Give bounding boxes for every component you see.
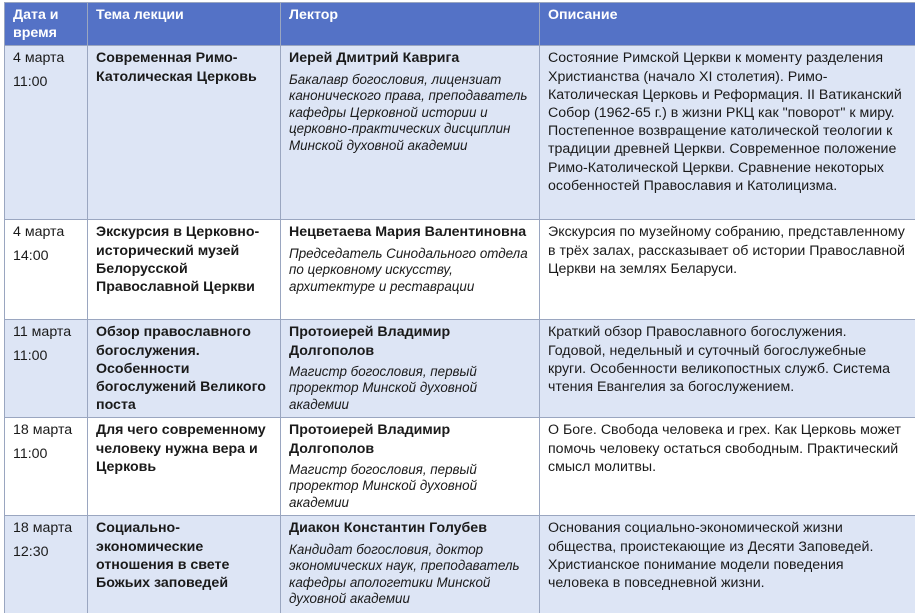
lecture-date: 18 марта xyxy=(13,422,73,439)
lecture-date: 4 марта xyxy=(13,50,65,67)
topic-cell xyxy=(88,418,281,516)
lecture-description: Состояние Римской Церкви к моменту разделения Христианства (начало XI столетия). Римо-Католическая Церковь и Реформация. II Ватиканский Собор (1962-65 г.) в жизни РКЦ как "поворот" к миру. Постепенное возвращение католической теологии к традиции древней Церкви. Современное положение Римо-Католической Церкви. Сравнение некоторых особенностей Православия и Католицизма. xyxy=(548,50,902,194)
lecture-time: 11:00 xyxy=(13,73,48,90)
lecturer-credentials: Кандидат богословия, доктор экономических наук, преподаватель кафедры апологетики Минской духовной академии xyxy=(289,541,520,607)
date-cell xyxy=(5,516,88,613)
lecture-topic: Для чего современному человеку нужна вера и Церковь xyxy=(96,422,266,475)
date-cell xyxy=(5,418,88,516)
table-row xyxy=(5,418,916,516)
lecture-time: 11:00 xyxy=(13,347,48,364)
lecture-topic: Экскурсия в Церковно-исторический музей Белорусской Православной Церкви xyxy=(96,224,260,296)
lecture-schedule xyxy=(4,2,915,613)
header-lecturer: Лектор xyxy=(281,3,540,46)
lecturer-credentials: Магистр богословия, первый проректор Минской духовной академии xyxy=(289,363,478,412)
lecturer-name: Диакон Константин Голубев xyxy=(289,520,487,537)
lecturer-cell xyxy=(281,418,540,516)
lecturer-credentials: Бакалавр богословия, лицензиат канонического права, преподаватель кафедры Церковной истории и церковно-практических дисциплин Минской духовной академии xyxy=(289,71,528,153)
table-row xyxy=(5,46,916,220)
topic-cell xyxy=(88,320,281,418)
date-cell xyxy=(5,220,88,320)
lecturer-name: Протоиерей Владимир Долгополов xyxy=(289,422,451,457)
lecturer-credentials: Председатель Синодального отдела по церковному искусству, архитектуре и реставрации xyxy=(289,245,528,294)
table-header-row xyxy=(5,3,916,46)
description-cell xyxy=(540,516,916,613)
description-cell xyxy=(540,220,916,320)
lecturer-name: Протоиерей Владимир Долгополов xyxy=(289,324,451,359)
table-row xyxy=(5,516,916,613)
lecture-description: Краткий обзор Православного богослужения. Годовой, недельный и суточный богослужебные круги. Особенности великопостных служб. Система чтения Евангелия за богослужением. xyxy=(548,324,890,396)
date-cell xyxy=(5,320,88,418)
topic-cell xyxy=(88,220,281,320)
lecturer-cell xyxy=(281,220,540,320)
description-cell xyxy=(540,46,916,220)
lecture-date: 18 марта xyxy=(13,520,73,537)
schedule-table xyxy=(4,2,915,613)
date-cell xyxy=(5,46,88,220)
header-date-time: Дата и время xyxy=(5,3,88,46)
lecturer-cell xyxy=(281,516,540,613)
description-cell xyxy=(540,418,916,516)
lecture-topic: Социально-экономические отношения в свете Божьих заповедей xyxy=(96,520,230,592)
lecturer-cell xyxy=(281,46,540,220)
lecture-time: 12:30 xyxy=(13,543,49,560)
table-row xyxy=(5,320,916,418)
lecture-description: О Боге. Свобода человека и грех. Как Церковь может помочь человеку остаться свободным. Практический смысл молитвы. xyxy=(548,422,901,475)
description-cell xyxy=(540,320,916,418)
lecture-description: Экскурсия по музейному собранию, представленному в трёх залах, рассказывает об истории Православной Церкви на землях Беларуси. xyxy=(548,224,905,277)
lecture-date: 11 марта xyxy=(13,324,72,341)
lecture-description: Основания социально-экономической жизни общества, проистекающие из Десяти Заповедей. Христианское понимание модели поведения человека в повседневной жизни. xyxy=(548,520,874,592)
lecturer-credentials: Магистр богословия, первый проректор Минской духовной академии xyxy=(289,461,478,511)
topic-cell xyxy=(88,516,281,613)
lecture-topic: Обзор православного богослужения. Особенности богослужений Великого поста xyxy=(96,324,266,414)
header-topic: Тема лекции xyxy=(88,3,281,46)
lecture-time: 11:00 xyxy=(13,445,48,462)
lecturer-cell xyxy=(281,320,540,418)
lecture-topic: Современная Римо-Католическая Церковь xyxy=(96,50,257,85)
lecture-time: 14:00 xyxy=(13,247,49,264)
topic-cell xyxy=(88,46,281,220)
header-description: Описание xyxy=(540,3,916,46)
lecture-date: 4 марта xyxy=(13,224,65,241)
lecturer-name: Нецветаева Мария Валентиновна xyxy=(289,224,527,241)
table-row xyxy=(5,220,916,320)
lecturer-name: Иерей Дмитрий Кавригa xyxy=(289,50,460,67)
